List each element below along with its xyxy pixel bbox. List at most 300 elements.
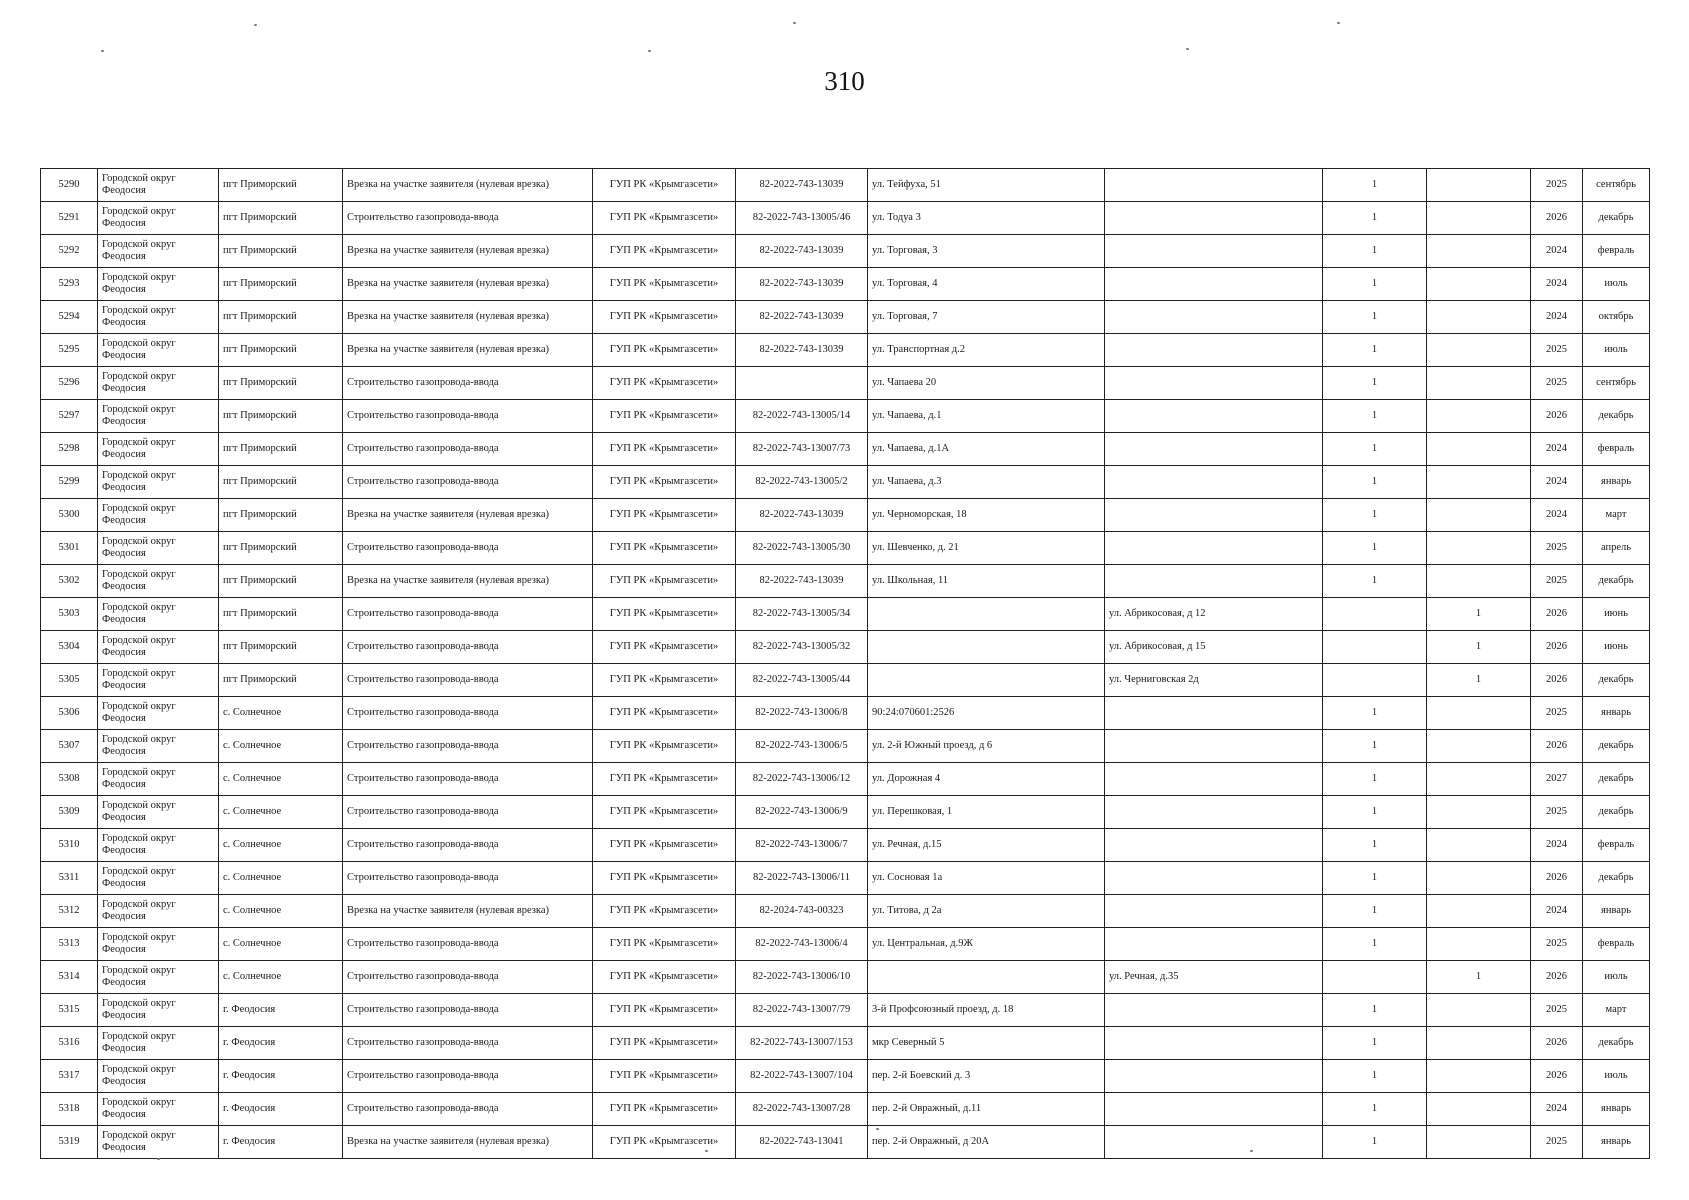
scan-speck <box>1250 1150 1253 1152</box>
address-cell: мкр Северный 5 <box>868 1027 1105 1060</box>
organization-cell: ГУП РК «Крымгазсети» <box>593 796 736 829</box>
work-type-cell: Строительство газопровода-ввода <box>343 433 593 466</box>
district-cell: Городской округ Феодосия <box>98 664 219 697</box>
table-row <box>41 664 1650 697</box>
month-cell: январь <box>1583 466 1650 499</box>
address-cell: ул. Транспортная д.2 <box>868 334 1105 367</box>
year-cell: 2024 <box>1531 1093 1583 1126</box>
settlement-cell: с. Солнечное <box>219 961 343 994</box>
row-number: 5298 <box>41 433 98 466</box>
district-cell: Городской округ Феодосия <box>98 1126 219 1159</box>
contract-number-cell: 82-2022-743-13041 <box>736 1126 868 1159</box>
count-cell <box>1323 664 1427 697</box>
district-cell: Городской округ Феодосия <box>98 862 219 895</box>
work-type-cell: Врезка на участке заявителя (нулевая врезка) <box>343 169 593 202</box>
table-row <box>41 730 1650 763</box>
alt-count-cell <box>1427 1126 1531 1159</box>
month-cell: январь <box>1583 1126 1650 1159</box>
month-cell: июль <box>1583 1060 1650 1093</box>
organization-cell: ГУП РК «Крымгазсети» <box>593 994 736 1027</box>
count-cell: 1 <box>1323 367 1427 400</box>
district-cell: Городской округ Феодосия <box>98 268 219 301</box>
district-cell: Городской округ Феодосия <box>98 1060 219 1093</box>
alt-count-cell <box>1427 862 1531 895</box>
settlement-cell: с. Солнечное <box>219 928 343 961</box>
settlement-cell: пгт Приморский <box>219 400 343 433</box>
count-cell: 1 <box>1323 763 1427 796</box>
table-row <box>41 334 1650 367</box>
work-type-cell: Врезка на участке заявителя (нулевая врезка) <box>343 334 593 367</box>
count-cell <box>1323 961 1427 994</box>
month-cell: декабрь <box>1583 202 1650 235</box>
alt-count-cell <box>1427 334 1531 367</box>
address-cell: ул. Тейфуха, 51 <box>868 169 1105 202</box>
alt-count-cell <box>1427 1093 1531 1126</box>
year-cell: 2025 <box>1531 367 1583 400</box>
district-cell: Городской округ Феодосия <box>98 961 219 994</box>
count-cell: 1 <box>1323 928 1427 961</box>
row-number: 5311 <box>41 862 98 895</box>
table-row <box>41 400 1650 433</box>
alt-count-cell <box>1427 697 1531 730</box>
address-cell: ул. 2-й Южный проезд, д 6 <box>868 730 1105 763</box>
table-row <box>41 202 1650 235</box>
organization-cell: ГУП РК «Крымгазсети» <box>593 466 736 499</box>
alt-count-cell <box>1427 499 1531 532</box>
address-cell: ул. Шевченко, д. 21 <box>868 532 1105 565</box>
contract-number-cell <box>736 367 868 400</box>
count-cell <box>1323 631 1427 664</box>
month-cell: февраль <box>1583 928 1650 961</box>
settlement-cell: пгт Приморский <box>219 499 343 532</box>
row-number: 5294 <box>41 301 98 334</box>
contract-number-cell: 82-2022-743-13039 <box>736 334 868 367</box>
district-cell: Городской округ Феодосия <box>98 301 219 334</box>
alt-address-cell <box>1105 928 1323 961</box>
gasification-registry-table <box>40 168 1650 1159</box>
alt-address-cell: ул. Абрикосовая, д 12 <box>1105 598 1323 631</box>
contract-number-cell: 82-2022-743-13039 <box>736 565 868 598</box>
contract-number-cell: 82-2022-743-13005/2 <box>736 466 868 499</box>
table-row <box>41 169 1650 202</box>
contract-number-cell: 82-2022-743-13005/46 <box>736 202 868 235</box>
row-number: 5309 <box>41 796 98 829</box>
address-cell: ул. Перешковая, 1 <box>868 796 1105 829</box>
table-row <box>41 961 1650 994</box>
district-cell: Городской округ Феодосия <box>98 928 219 961</box>
alt-address-cell <box>1105 433 1323 466</box>
address-cell: ул. Черноморская, 18 <box>868 499 1105 532</box>
table-row <box>41 499 1650 532</box>
year-cell: 2025 <box>1531 169 1583 202</box>
count-cell: 1 <box>1323 1126 1427 1159</box>
count-cell: 1 <box>1323 829 1427 862</box>
count-cell: 1 <box>1323 532 1427 565</box>
scan-speck <box>876 1128 879 1130</box>
alt-count-cell <box>1427 1060 1531 1093</box>
alt-address-cell <box>1105 334 1323 367</box>
table-row <box>41 367 1650 400</box>
district-cell: Городской округ Феодосия <box>98 532 219 565</box>
organization-cell: ГУП РК «Крымгазсети» <box>593 367 736 400</box>
year-cell: 2026 <box>1531 631 1583 664</box>
work-type-cell: Врезка на участке заявителя (нулевая врезка) <box>343 895 593 928</box>
count-cell: 1 <box>1323 169 1427 202</box>
organization-cell: ГУП РК «Крымгазсети» <box>593 532 736 565</box>
address-cell: ул. Торговая, 3 <box>868 235 1105 268</box>
work-type-cell: Строительство газопровода-ввода <box>343 1093 593 1126</box>
district-cell: Городской округ Феодосия <box>98 730 219 763</box>
row-number: 5301 <box>41 532 98 565</box>
settlement-cell: г. Феодосия <box>219 1126 343 1159</box>
district-cell: Городской округ Феодосия <box>98 334 219 367</box>
month-cell: декабрь <box>1583 1027 1650 1060</box>
count-cell: 1 <box>1323 1093 1427 1126</box>
year-cell: 2026 <box>1531 1027 1583 1060</box>
table-row <box>41 598 1650 631</box>
work-type-cell: Строительство газопровода-ввода <box>343 796 593 829</box>
alt-count-cell <box>1427 994 1531 1027</box>
district-cell: Городской округ Феодосия <box>98 796 219 829</box>
month-cell: декабрь <box>1583 400 1650 433</box>
alt-address-cell <box>1105 367 1323 400</box>
contract-number-cell: 82-2022-743-13006/5 <box>736 730 868 763</box>
settlement-cell: с. Солнечное <box>219 862 343 895</box>
table-row <box>41 862 1650 895</box>
work-type-cell: Строительство газопровода-ввода <box>343 994 593 1027</box>
alt-count-cell <box>1427 466 1531 499</box>
district-cell: Городской округ Феодосия <box>98 367 219 400</box>
alt-count-cell: 1 <box>1427 631 1531 664</box>
row-number: 5302 <box>41 565 98 598</box>
row-number: 5313 <box>41 928 98 961</box>
count-cell: 1 <box>1323 862 1427 895</box>
alt-count-cell <box>1427 532 1531 565</box>
settlement-cell: г. Феодосия <box>219 1060 343 1093</box>
row-number: 5316 <box>41 1027 98 1060</box>
year-cell: 2025 <box>1531 532 1583 565</box>
contract-number-cell: 82-2022-743-13039 <box>736 235 868 268</box>
month-cell: декабрь <box>1583 664 1650 697</box>
month-cell: июнь <box>1583 598 1650 631</box>
year-cell: 2025 <box>1531 334 1583 367</box>
alt-count-cell: 1 <box>1427 961 1531 994</box>
settlement-cell: г. Феодосия <box>219 1093 343 1126</box>
alt-address-cell <box>1105 169 1323 202</box>
row-number: 5312 <box>41 895 98 928</box>
alt-count-cell <box>1427 367 1531 400</box>
district-cell: Городской округ Феодосия <box>98 433 219 466</box>
year-cell: 2025 <box>1531 796 1583 829</box>
alt-address-cell <box>1105 565 1323 598</box>
district-cell: Городской округ Феодосия <box>98 631 219 664</box>
organization-cell: ГУП РК «Крымгазсети» <box>593 862 736 895</box>
count-cell: 1 <box>1323 796 1427 829</box>
organization-cell: ГУП РК «Крымгазсети» <box>593 1093 736 1126</box>
table-row <box>41 895 1650 928</box>
organization-cell: ГУП РК «Крымгазсети» <box>593 499 736 532</box>
address-cell: ул. Школьная, 11 <box>868 565 1105 598</box>
table-row <box>41 1027 1650 1060</box>
month-cell: январь <box>1583 895 1650 928</box>
row-number: 5299 <box>41 466 98 499</box>
address-cell: ул. Дорожная 4 <box>868 763 1105 796</box>
settlement-cell: с. Солнечное <box>219 763 343 796</box>
settlement-cell: г. Феодосия <box>219 1027 343 1060</box>
contract-number-cell: 82-2022-743-13006/9 <box>736 796 868 829</box>
contract-number-cell: 82-2022-743-13006/7 <box>736 829 868 862</box>
alt-address-cell <box>1105 862 1323 895</box>
count-cell: 1 <box>1323 1060 1427 1093</box>
organization-cell: ГУП РК «Крымгазсети» <box>593 598 736 631</box>
year-cell: 2024 <box>1531 829 1583 862</box>
work-type-cell: Врезка на участке заявителя (нулевая врезка) <box>343 235 593 268</box>
address-cell <box>868 961 1105 994</box>
settlement-cell: пгт Приморский <box>219 532 343 565</box>
month-cell: декабрь <box>1583 565 1650 598</box>
month-cell: октябрь <box>1583 301 1650 334</box>
contract-number-cell: 82-2022-743-13007/28 <box>736 1093 868 1126</box>
organization-cell: ГУП РК «Крымгазсети» <box>593 631 736 664</box>
settlement-cell: пгт Приморский <box>219 631 343 664</box>
work-type-cell: Врезка на участке заявителя (нулевая врезка) <box>343 565 593 598</box>
organization-cell: ГУП РК «Крымгазсети» <box>593 202 736 235</box>
district-cell: Городской округ Феодосия <box>98 1027 219 1060</box>
year-cell: 2026 <box>1531 598 1583 631</box>
organization-cell: ГУП РК «Крымгазсети» <box>593 169 736 202</box>
row-number: 5297 <box>41 400 98 433</box>
settlement-cell: пгт Приморский <box>219 664 343 697</box>
alt-address-cell <box>1105 730 1323 763</box>
district-cell: Городской округ Феодосия <box>98 169 219 202</box>
address-cell: ул. Речная, д.15 <box>868 829 1105 862</box>
organization-cell: ГУП РК «Крымгазсети» <box>593 268 736 301</box>
count-cell: 1 <box>1323 499 1427 532</box>
table-row <box>41 829 1650 862</box>
month-cell: апрель <box>1583 532 1650 565</box>
alt-count-cell <box>1427 1027 1531 1060</box>
row-number: 5315 <box>41 994 98 1027</box>
year-cell: 2025 <box>1531 994 1583 1027</box>
table-row <box>41 433 1650 466</box>
month-cell: февраль <box>1583 235 1650 268</box>
contract-number-cell: 82-2022-743-13039 <box>736 301 868 334</box>
contract-number-cell: 82-2022-743-13039 <box>736 499 868 532</box>
address-cell: пер. 2-й Овражный, д 20А <box>868 1126 1105 1159</box>
organization-cell: ГУП РК «Крымгазсети» <box>593 235 736 268</box>
settlement-cell: пгт Приморский <box>219 202 343 235</box>
organization-cell: ГУП РК «Крымгазсети» <box>593 1060 736 1093</box>
year-cell: 2026 <box>1531 664 1583 697</box>
address-cell: 90:24:070601:2526 <box>868 697 1105 730</box>
year-cell: 2026 <box>1531 961 1583 994</box>
settlement-cell: с. Солнечное <box>219 796 343 829</box>
work-type-cell: Строительство газопровода-ввода <box>343 961 593 994</box>
table-row <box>41 532 1650 565</box>
table-row <box>41 1060 1650 1093</box>
organization-cell: ГУП РК «Крымгазсети» <box>593 1027 736 1060</box>
scan-speck <box>157 1158 160 1160</box>
year-cell: 2025 <box>1531 1126 1583 1159</box>
count-cell: 1 <box>1323 433 1427 466</box>
table-body <box>41 169 1650 1159</box>
organization-cell: ГУП РК «Крымгазсети» <box>593 763 736 796</box>
alt-count-cell <box>1427 565 1531 598</box>
address-cell: ул. Чапаева, д.1 <box>868 400 1105 433</box>
address-cell: ул. Титова, д 2а <box>868 895 1105 928</box>
alt-count-cell: 1 <box>1427 598 1531 631</box>
month-cell: сентябрь <box>1583 169 1650 202</box>
table-row <box>41 763 1650 796</box>
alt-address-cell <box>1105 268 1323 301</box>
settlement-cell: пгт Приморский <box>219 466 343 499</box>
alt-address-cell <box>1105 532 1323 565</box>
contract-number-cell: 82-2022-743-13006/11 <box>736 862 868 895</box>
count-cell: 1 <box>1323 994 1427 1027</box>
settlement-cell: пгт Приморский <box>219 433 343 466</box>
row-number: 5293 <box>41 268 98 301</box>
settlement-cell: с. Солнечное <box>219 697 343 730</box>
table-row <box>41 466 1650 499</box>
table-row <box>41 631 1650 664</box>
scan-speck <box>1186 48 1189 50</box>
count-cell: 1 <box>1323 895 1427 928</box>
contract-number-cell: 82-2022-743-13007/73 <box>736 433 868 466</box>
month-cell: июль <box>1583 268 1650 301</box>
work-type-cell: Строительство газопровода-ввода <box>343 532 593 565</box>
address-cell <box>868 631 1105 664</box>
address-cell: пер. 2-й Боевский д. 3 <box>868 1060 1105 1093</box>
alt-count-cell <box>1427 301 1531 334</box>
contract-number-cell: 82-2022-743-13005/34 <box>736 598 868 631</box>
contract-number-cell: 82-2022-743-13007/79 <box>736 994 868 1027</box>
work-type-cell: Строительство газопровода-ввода <box>343 598 593 631</box>
month-cell: март <box>1583 499 1650 532</box>
work-type-cell: Строительство газопровода-ввода <box>343 730 593 763</box>
contract-number-cell: 82-2022-743-13005/44 <box>736 664 868 697</box>
alt-count-cell <box>1427 202 1531 235</box>
settlement-cell: пгт Приморский <box>219 367 343 400</box>
row-number: 5296 <box>41 367 98 400</box>
count-cell: 1 <box>1323 301 1427 334</box>
alt-count-cell <box>1427 796 1531 829</box>
row-number: 5295 <box>41 334 98 367</box>
district-cell: Городской округ Феодосия <box>98 499 219 532</box>
alt-address-cell <box>1105 1126 1323 1159</box>
settlement-cell: с. Солнечное <box>219 829 343 862</box>
alt-address-cell: ул. Черниговская 2д <box>1105 664 1323 697</box>
organization-cell: ГУП РК «Крымгазсети» <box>593 928 736 961</box>
table-row <box>41 928 1650 961</box>
alt-address-cell <box>1105 499 1323 532</box>
table-row <box>41 796 1650 829</box>
address-cell <box>868 598 1105 631</box>
work-type-cell: Строительство газопровода-ввода <box>343 466 593 499</box>
work-type-cell: Строительство газопровода-ввода <box>343 697 593 730</box>
organization-cell: ГУП РК «Крымгазсети» <box>593 301 736 334</box>
work-type-cell: Строительство газопровода-ввода <box>343 763 593 796</box>
address-cell: ул. Чапаева, д.3 <box>868 466 1105 499</box>
contract-number-cell: 82-2022-743-13007/153 <box>736 1027 868 1060</box>
count-cell: 1 <box>1323 202 1427 235</box>
alt-address-cell <box>1105 1027 1323 1060</box>
district-cell: Городской округ Феодосия <box>98 895 219 928</box>
settlement-cell: пгт Приморский <box>219 598 343 631</box>
district-cell: Городской округ Феодосия <box>98 829 219 862</box>
alt-address-cell: ул. Абрикосовая, д 15 <box>1105 631 1323 664</box>
alt-count-cell <box>1427 730 1531 763</box>
district-cell: Городской округ Феодосия <box>98 202 219 235</box>
address-cell: ул. Тодуа 3 <box>868 202 1105 235</box>
count-cell: 1 <box>1323 268 1427 301</box>
alt-count-cell <box>1427 895 1531 928</box>
year-cell: 2026 <box>1531 202 1583 235</box>
row-number: 5304 <box>41 631 98 664</box>
contract-number-cell: 82-2022-743-13006/10 <box>736 961 868 994</box>
district-cell: Городской округ Феодосия <box>98 598 219 631</box>
work-type-cell: Строительство газопровода-ввода <box>343 631 593 664</box>
year-cell: 2024 <box>1531 466 1583 499</box>
work-type-cell: Врезка на участке заявителя (нулевая врезка) <box>343 1126 593 1159</box>
alt-count-cell <box>1427 829 1531 862</box>
row-number: 5303 <box>41 598 98 631</box>
settlement-cell: пгт Приморский <box>219 235 343 268</box>
work-type-cell: Строительство газопровода-ввода <box>343 928 593 961</box>
work-type-cell: Врезка на участке заявителя (нулевая врезка) <box>343 268 593 301</box>
year-cell: 2024 <box>1531 433 1583 466</box>
month-cell: декабрь <box>1583 763 1650 796</box>
month-cell: февраль <box>1583 433 1650 466</box>
district-cell: Городской округ Феодосия <box>98 235 219 268</box>
address-cell: ул. Чапаева 20 <box>868 367 1105 400</box>
organization-cell: ГУП РК «Крымгазсети» <box>593 400 736 433</box>
scan-speck <box>254 24 257 26</box>
count-cell: 1 <box>1323 1027 1427 1060</box>
month-cell: март <box>1583 994 1650 1027</box>
organization-cell: ГУП РК «Крымгазсети» <box>593 1126 736 1159</box>
alt-count-cell <box>1427 763 1531 796</box>
count-cell <box>1323 598 1427 631</box>
count-cell: 1 <box>1323 400 1427 433</box>
year-cell: 2025 <box>1531 697 1583 730</box>
organization-cell: ГУП РК «Крымгазсети» <box>593 334 736 367</box>
year-cell: 2024 <box>1531 301 1583 334</box>
work-type-cell: Строительство газопровода-ввода <box>343 664 593 697</box>
work-type-cell: Врезка на участке заявителя (нулевая врезка) <box>343 301 593 334</box>
month-cell: сентябрь <box>1583 367 1650 400</box>
count-cell: 1 <box>1323 466 1427 499</box>
alt-address-cell <box>1105 235 1323 268</box>
year-cell: 2025 <box>1531 565 1583 598</box>
alt-count-cell <box>1427 433 1531 466</box>
row-number: 5291 <box>41 202 98 235</box>
organization-cell: ГУП РК «Крымгазсети» <box>593 697 736 730</box>
year-cell: 2024 <box>1531 235 1583 268</box>
district-cell: Городской округ Феодосия <box>98 697 219 730</box>
scan-speck <box>705 1150 708 1152</box>
month-cell: январь <box>1583 697 1650 730</box>
table-row <box>41 994 1650 1027</box>
district-cell: Городской округ Феодосия <box>98 763 219 796</box>
contract-number-cell: 82-2022-743-13039 <box>736 169 868 202</box>
contract-number-cell: 82-2022-743-13006/12 <box>736 763 868 796</box>
alt-address-cell <box>1105 697 1323 730</box>
contract-number-cell: 82-2022-743-13007/104 <box>736 1060 868 1093</box>
alt-count-cell: 1 <box>1427 664 1531 697</box>
alt-address-cell <box>1105 829 1323 862</box>
alt-address-cell <box>1105 763 1323 796</box>
district-cell: Городской округ Феодосия <box>98 1093 219 1126</box>
